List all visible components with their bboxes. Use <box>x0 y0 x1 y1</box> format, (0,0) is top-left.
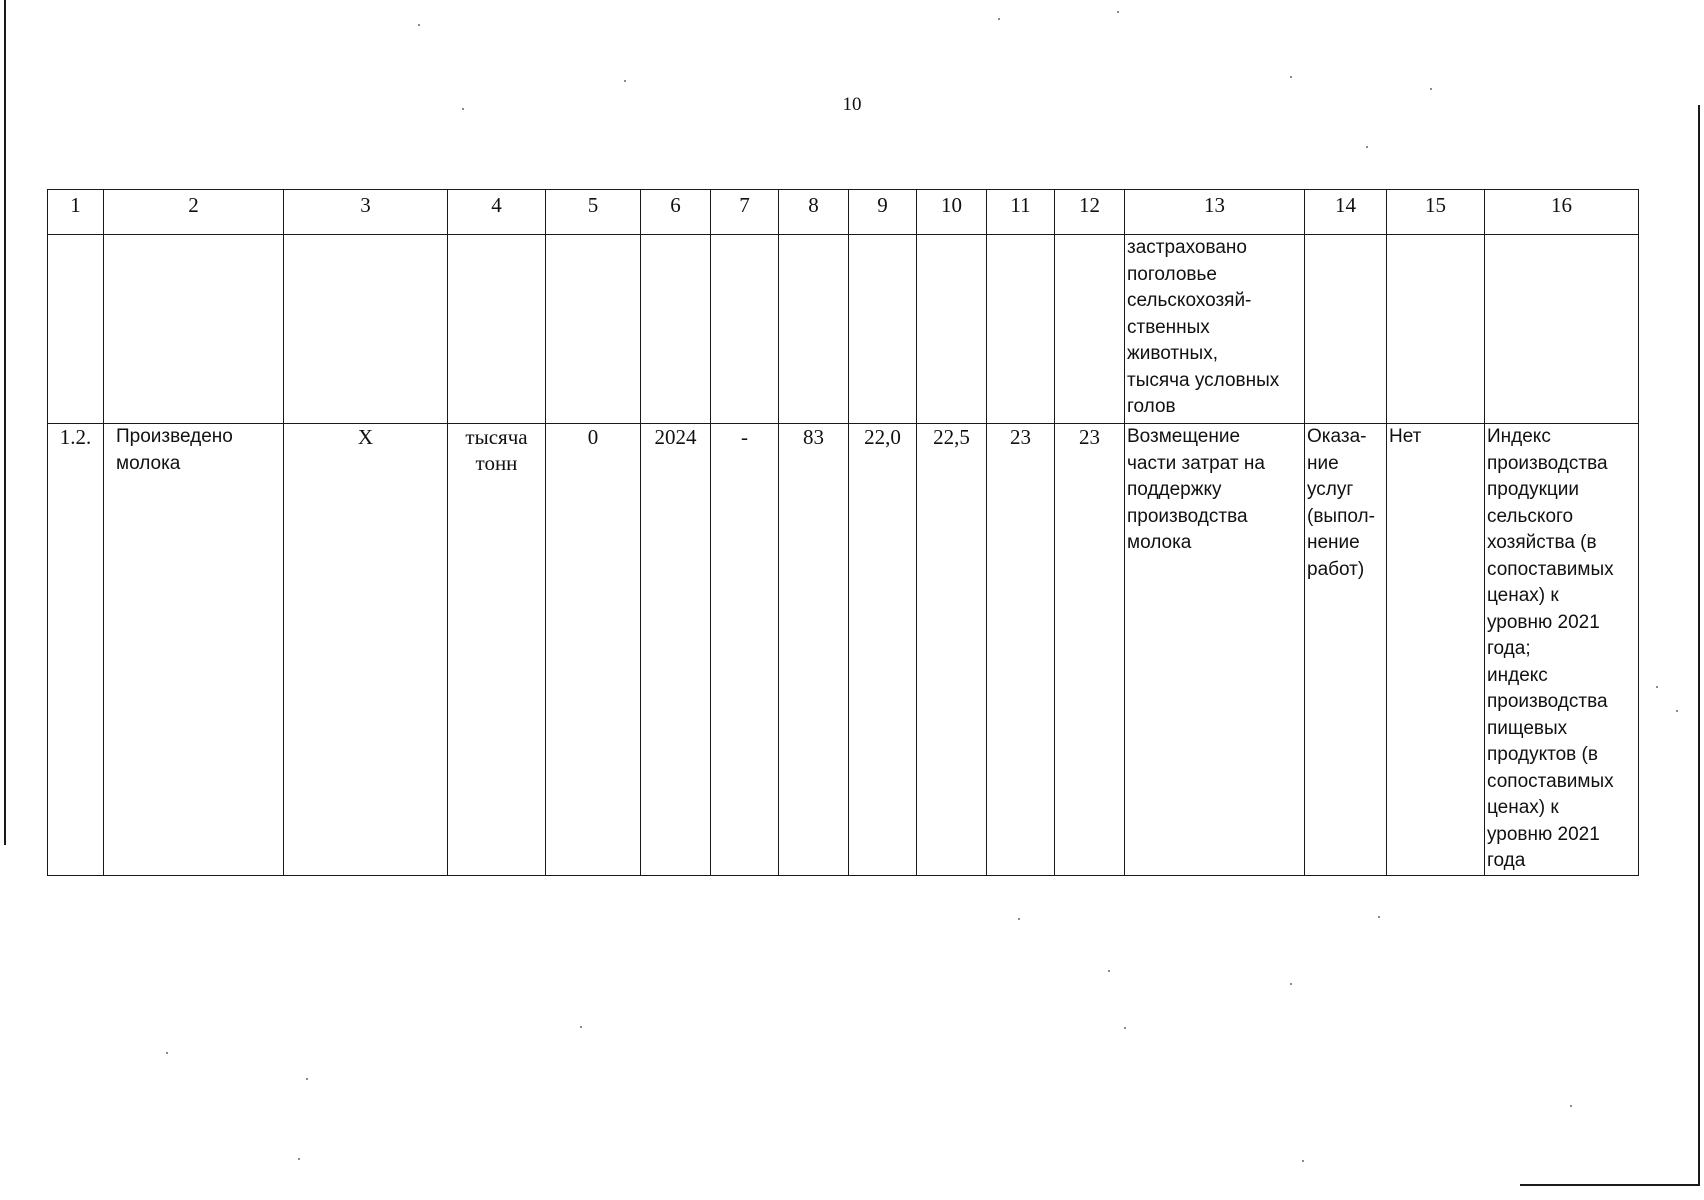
measure-description: Возмещение части затрат на поддержку производства молока <box>1125 424 1305 876</box>
table-cell <box>1305 235 1387 424</box>
table-cell <box>779 235 849 424</box>
insured-livestock-text: застраховано поголовье сельскохозяй- ственных животных, тысяча условных голов <box>1125 235 1305 424</box>
scan-speck <box>1366 146 1368 148</box>
cell-col15: Нет <box>1387 424 1485 876</box>
row-number: 1.2. <box>48 424 104 876</box>
scan-speck <box>1302 1160 1304 1162</box>
header-cell-10: 10 <box>917 190 987 235</box>
cell-col8: 83 <box>779 424 849 876</box>
scan-speck <box>1378 916 1380 918</box>
table-cell <box>641 235 711 424</box>
table-cell <box>711 235 779 424</box>
table-cell <box>284 235 448 424</box>
header-cell-3: 3 <box>284 190 448 235</box>
header-cell-14: 14 <box>1305 190 1387 235</box>
table-cell <box>849 235 917 424</box>
table-row-1-2 <box>48 424 1639 876</box>
table-cell <box>1387 235 1485 424</box>
scan-edge-left <box>4 0 6 845</box>
table-cell <box>1055 235 1125 424</box>
scan-speck <box>998 18 1000 20</box>
scan-edge-bottom <box>1520 1184 1700 1186</box>
table-cell <box>987 235 1055 424</box>
scan-speck <box>1656 686 1658 688</box>
header-cell-15: 15 <box>1387 190 1485 235</box>
indicator-name: Произведено молока <box>104 424 284 876</box>
program-indicators-table <box>47 189 1639 876</box>
header-cell-7: 7 <box>711 190 779 235</box>
scan-speck <box>1124 1027 1126 1029</box>
header-cell-12: 12 <box>1055 190 1125 235</box>
cell-col7: - <box>711 424 779 876</box>
header-cell-6: 6 <box>641 190 711 235</box>
cell-col9: 22,0 <box>849 424 917 876</box>
table-cell <box>1485 235 1639 424</box>
scan-speck <box>1570 1105 1572 1107</box>
table-cell <box>104 235 284 424</box>
scan-speck <box>1290 76 1292 78</box>
table-cell <box>546 235 641 424</box>
linked-indicators: Индекс производства продукции сельского хозяйства (в сопоставимых ценах) к уровню 2021 года; индекс производства пищевых продуктов (в сопоставимых ценах) к уровню 2021 года <box>1485 424 1639 876</box>
page-number: 10 <box>842 94 862 115</box>
cell-col5: 0 <box>546 424 641 876</box>
scan-speck <box>1290 983 1292 985</box>
cell-col3: X <box>284 424 448 876</box>
cell-col11: 23 <box>987 424 1055 876</box>
scan-speck <box>418 24 420 26</box>
header-cell-4: 4 <box>448 190 546 235</box>
cell-col6: 2024 <box>641 424 711 876</box>
table-cell <box>48 235 104 424</box>
scan-speck <box>306 1078 308 1080</box>
header-cell-11: 11 <box>987 190 1055 235</box>
header-cell-5: 5 <box>546 190 641 235</box>
unit-of-measure: тысяча тонн <box>448 424 546 876</box>
scan-speck <box>1108 970 1110 972</box>
scan-speck <box>298 1158 300 1160</box>
header-cell-13: 13 <box>1125 190 1305 235</box>
scan-speck <box>166 1052 168 1054</box>
scan-speck <box>580 1026 582 1028</box>
table-row-continuation <box>48 235 1639 424</box>
scan-edge-right <box>1698 105 1700 1185</box>
scan-speck <box>1018 918 1020 920</box>
header-cell-9: 9 <box>849 190 917 235</box>
scan-speck <box>624 80 626 82</box>
header-cell-2: 2 <box>104 190 284 235</box>
table-cell <box>448 235 546 424</box>
measure-type: Оказа- ние услуг (выпол- нение работ) <box>1305 424 1387 876</box>
scan-speck <box>1430 88 1432 90</box>
cell-col12: 23 <box>1055 424 1125 876</box>
header-cell-1: 1 <box>48 190 104 235</box>
header-cell-8: 8 <box>779 190 849 235</box>
cell-col10: 22,5 <box>917 424 987 876</box>
scan-speck <box>1117 11 1119 13</box>
table-cell <box>917 235 987 424</box>
column-number-row <box>48 190 1639 235</box>
scan-speck <box>1676 710 1678 712</box>
header-cell-16: 16 <box>1485 190 1639 235</box>
